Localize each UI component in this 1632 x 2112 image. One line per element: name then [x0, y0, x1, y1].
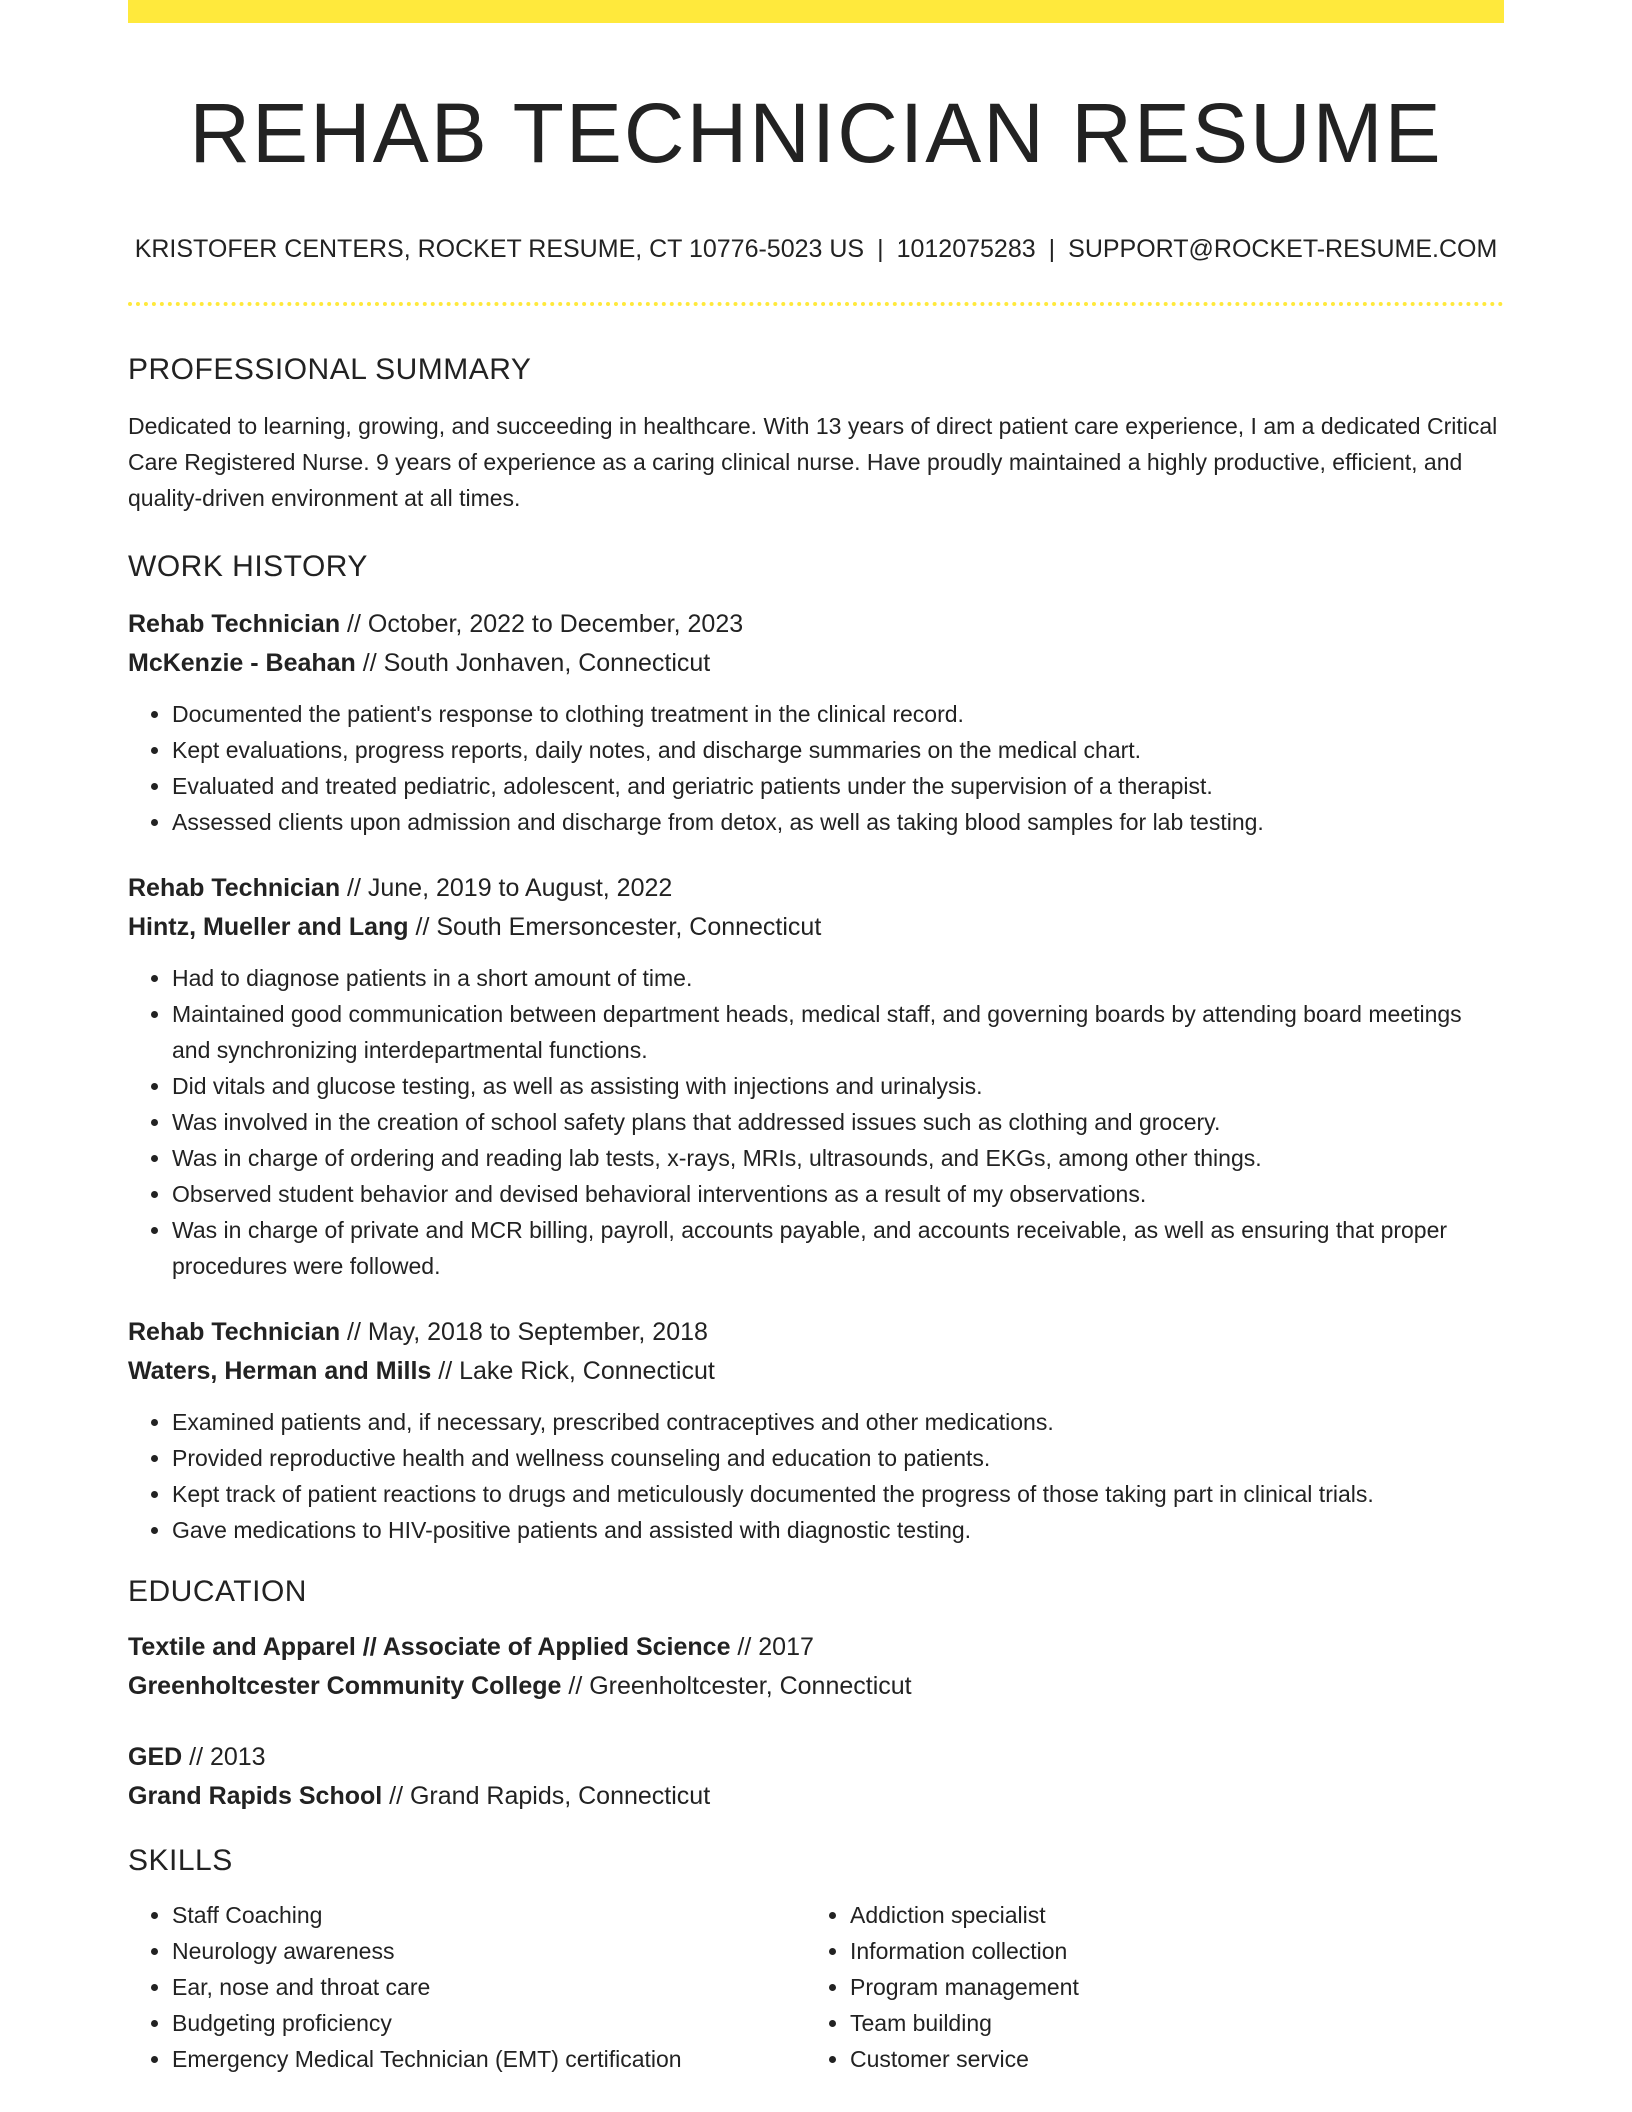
- skill-item: • Customer service: [850, 2041, 1484, 2077]
- education-degree: GED: [128, 1742, 183, 1771]
- contact-email: SUPPORT@ROCKET-RESUME.COM: [1068, 234, 1498, 263]
- job-bullets: [128, 960, 1504, 1284]
- job-location: // South Emersoncester, Connecticut: [408, 912, 822, 941]
- job-bullet: • Examined patients and, if necessary, prescribed contraceptives and other medications.: [172, 1404, 1504, 1440]
- job-dates: // May, 2018 to September, 2018: [340, 1317, 708, 1346]
- education-school: Grand Rapids School: [128, 1781, 383, 1810]
- summary-text: Dedicated to learning, growing, and succeeding in healthcare. With 13 years of direct patient care experience, I am a dedicated Critical Care Registered Nurse. 9 years of experience as a caring clinical nurse. Have proudly maintained a highly productive, efficient, and quality-driven environment at all times.: [128, 412, 1498, 511]
- contact-separator: |: [1048, 234, 1056, 263]
- education-degree-line: [128, 1628, 1504, 1667]
- education-entry: [128, 1628, 1504, 1706]
- skill-item: • Addiction specialist: [850, 1897, 1484, 1933]
- job-company: Waters, Herman and Mills: [128, 1356, 432, 1385]
- skill-item: • Emergency Medical Technician (EMT) certification: [172, 2041, 806, 2077]
- job-title: Rehab Technician: [128, 1317, 341, 1346]
- job-company-line: [128, 908, 1504, 947]
- job-bullet: • Assessed clients upon admission and discharge from detox, as well as taking blood samples for lab testing.: [172, 804, 1504, 840]
- job-company: McKenzie - Beahan: [128, 648, 356, 677]
- job-bullet: • Was in charge of private and MCR billing, payroll, accounts payable, and accounts receivable, as well as ensuring that proper procedures were followed.: [172, 1212, 1504, 1284]
- top-accent-bar: [128, 0, 1504, 23]
- dotted-divider: [128, 302, 1504, 306]
- job-bullet: • Had to diagnose patients in a short amount of time.: [172, 960, 1504, 996]
- contact-phone: 1012075283: [896, 234, 1036, 263]
- job-title-line: [128, 869, 1504, 908]
- job-bullet: • Observed student behavior and devised behavioral interventions as a result of my observations.: [172, 1176, 1504, 1212]
- skill-item: • Staff Coaching: [172, 1897, 806, 1933]
- job-dates: // June, 2019 to August, 2022: [340, 873, 673, 902]
- job-title: Rehab Technician: [128, 609, 341, 638]
- job-bullets: [128, 1404, 1504, 1548]
- education-location: // Grand Rapids, Connecticut: [382, 1781, 711, 1810]
- education-year: // 2017: [730, 1632, 814, 1661]
- job-bullet: • Kept evaluations, progress reports, daily notes, and discharge summaries on the medical chart.: [172, 732, 1504, 768]
- skill-item: • Budgeting proficiency: [172, 2005, 806, 2041]
- education-heading: EDUCATION: [128, 1574, 307, 1608]
- education-school-line: [128, 1667, 1504, 1706]
- skill-item: • Team building: [850, 2005, 1484, 2041]
- job-bullet: • Provided reproductive health and wellness counseling and education to patients.: [172, 1440, 1504, 1476]
- education-location: // Greenholtcester, Connecticut: [561, 1671, 912, 1700]
- job-entry: [128, 605, 1504, 840]
- skill-item: • Program management: [850, 1969, 1484, 2005]
- job-location: // Lake Rick, Connecticut: [431, 1356, 715, 1385]
- job-entry: [128, 1313, 1504, 1548]
- job-bullet: • Gave medications to HIV-positive patients and assisted with diagnostic testing.: [172, 1512, 1504, 1548]
- job-company-line: [128, 1352, 1504, 1391]
- skills-heading: SKILLS: [128, 1843, 233, 1877]
- contact-line: [128, 234, 1504, 264]
- skill-item: • Neurology awareness: [172, 1933, 806, 1969]
- job-title-line: [128, 605, 1504, 644]
- job-bullet: • Kept track of patient reactions to drugs and meticulously documented the progress of those taking part in clinical trials.: [172, 1476, 1504, 1512]
- contact-address: KRISTOFER CENTERS, ROCKET RESUME, CT 10776-5023 US: [134, 234, 865, 263]
- education-degree-line: [128, 1738, 1504, 1777]
- job-entry: [128, 869, 1504, 1284]
- skills-column-right: [806, 1897, 1484, 2077]
- job-title: Rehab Technician: [128, 873, 341, 902]
- education-entry: [128, 1738, 1504, 1816]
- job-bullet: • Evaluated and treated pediatric, adolescent, and geriatric patients under the supervision of a therapist.: [172, 768, 1504, 804]
- education-school-line: [128, 1777, 1504, 1816]
- work-history-heading: WORK HISTORY: [128, 549, 368, 583]
- skill-item: • Ear, nose and throat care: [172, 1969, 806, 2005]
- job-company-line: [128, 644, 1504, 683]
- education-school: Greenholtcester Community College: [128, 1671, 562, 1700]
- job-dates: // October, 2022 to December, 2023: [340, 609, 744, 638]
- skill-item: • Information collection: [850, 1933, 1484, 1969]
- resume-title: REHAB TECHNICIAN RESUME: [189, 86, 1443, 180]
- education-degree: Textile and Apparel // Associate of Applied Science: [128, 1632, 731, 1661]
- skills-column-left: [128, 1897, 806, 2077]
- education-year: // 2013: [182, 1742, 266, 1771]
- contact-separator: |: [877, 234, 884, 263]
- summary-heading: PROFESSIONAL SUMMARY: [128, 352, 532, 386]
- job-bullets: [128, 696, 1504, 840]
- job-bullet: • Documented the patient's response to clothing treatment in the clinical record.: [172, 696, 1504, 732]
- job-bullet: • Maintained good communication between department heads, medical staff, and governing boards by attending board meetings and synchronizing interdepartmental functions.: [172, 996, 1504, 1068]
- job-location: // South Jonhaven, Connecticut: [355, 648, 711, 677]
- job-bullet: • Was involved in the creation of school safety plans that addressed issues such as clothing and grocery.: [172, 1104, 1504, 1140]
- job-bullet: • Was in charge of ordering and reading lab tests, x-rays, MRIs, ultrasounds, and EKGs, among other things.: [172, 1140, 1504, 1176]
- skills-columns: [128, 1897, 1504, 2077]
- resume-page: [128, 0, 1504, 2077]
- job-bullet: • Did vitals and glucose testing, as well as assisting with injections and urinalysis.: [172, 1068, 1504, 1104]
- job-company: Hintz, Mueller and Lang: [128, 912, 409, 941]
- job-title-line: [128, 1313, 1504, 1352]
